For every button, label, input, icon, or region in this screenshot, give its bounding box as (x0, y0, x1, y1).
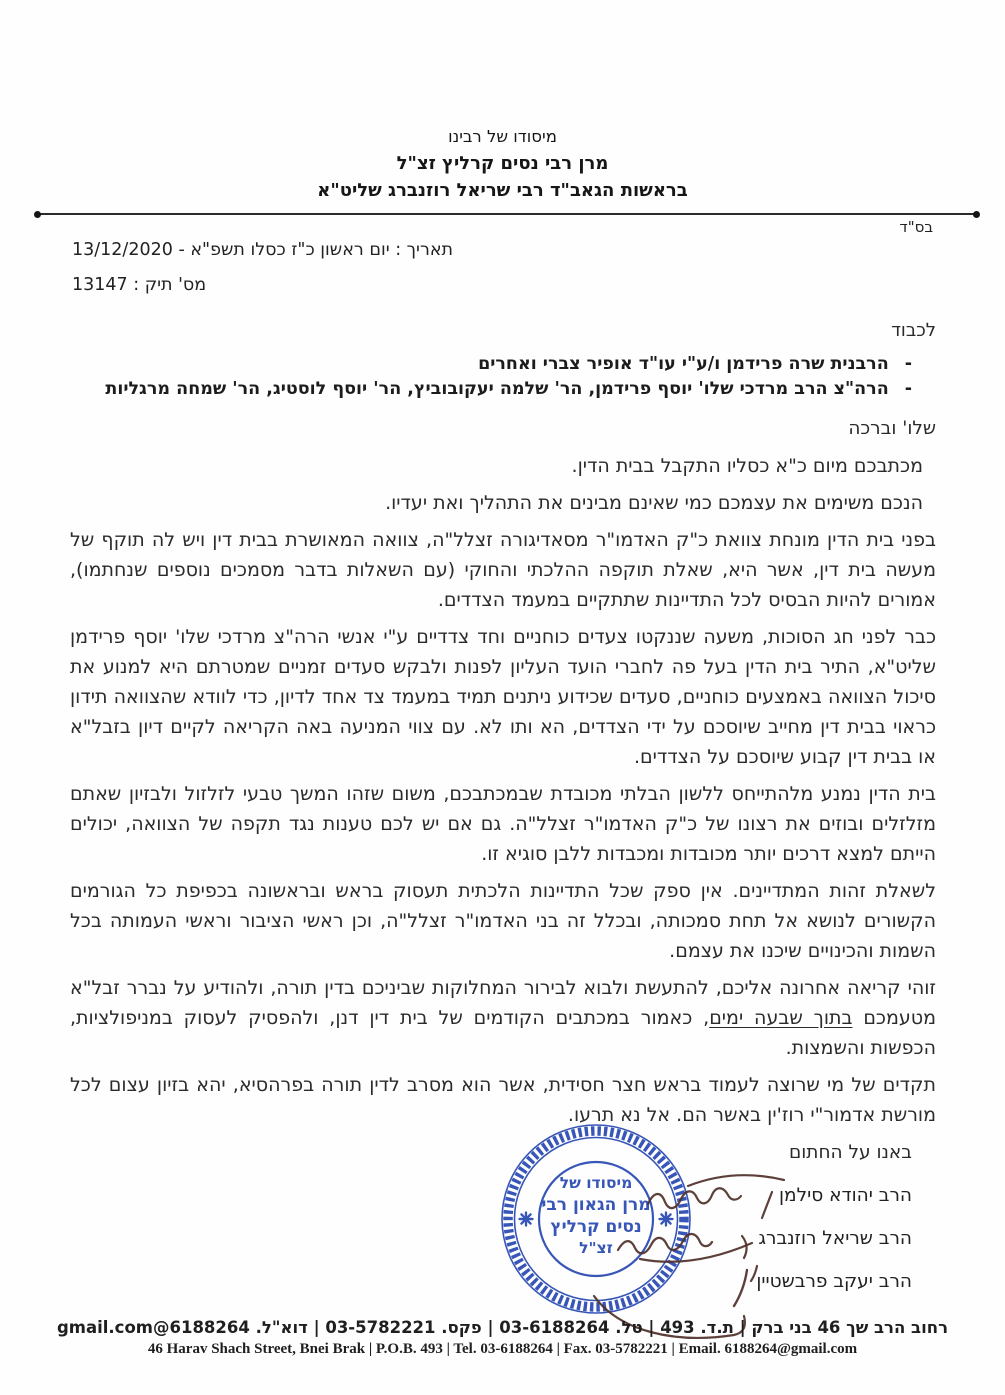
date-line: תאריך : יום ראשון כ"ז כסלו תשפ"א - 13/12/2020 (72, 240, 454, 260)
subtitle-line-1: מיסודו של רבינו (448, 127, 557, 146)
paragraph-7 (70, 973, 936, 1063)
footer (0, 1318, 1005, 1358)
letterhead-subtitles (0, 123, 1005, 204)
subtitle-line-2: מרן רבי נסים קרליץ זצ"ל (396, 153, 609, 174)
to-label: לכבוד (891, 320, 936, 341)
paragraph-8: תקדים של מי שרוצה לעמוד בראש חצר חסידית, אשר הוא מסרב לדין תורה בפרהסיא, יהא בזיון עצום לכל מורשת אדמור"י רוז'ין באשר הם. אל נא תרעו. (70, 1074, 936, 1126)
signer-name-2: הרב שריאל רוזנברג (758, 1228, 912, 1249)
paragraph-6: לשאלת זהות המתדיינים. אין ספק שכל התדיינות הלכתית תעסוק בראש ובראשונה בכפיפת כל הגורמים הקשורים לנושא אל תחת סמכותה, ובכלל זה בני האדמו"ר זצלל"ה, וכן ראשי הציבור וראשי העמותה בכל השמות והכינויים שיכנו את עצמם. (70, 880, 936, 962)
paragraph-7-before: זוהי קריאה אחרונה אליכם, להתעשת ולבוא לבירור המחלוקות שביניכם בדין תורה, ולהודיע על נברר זבל"א מטעמכם (70, 977, 936, 1029)
footer-address-hebrew: רחוב הרב שך 46 בני ברק | ת.ד. 493 | טל. 03-6188264 | פקס. 03-5782221 | דוא"ל. 6188264@gmail.com (56, 1318, 949, 1337)
paragraph-7-after: , כאמור במכתבים הקודמים של בית דין דנן, ולהפסיק לעסוק במניפולציות, הכפשות והשמצות. (70, 1007, 936, 1059)
closing-line: באנו על החתום (788, 1142, 912, 1163)
seal-center-line-4: זצ"ל (579, 1239, 613, 1257)
recipient-row-2 (70, 377, 936, 402)
signer-name-1: הרב יהודא סילמן (779, 1185, 912, 1206)
letterhead-divider (36, 213, 978, 215)
greeting-line: שלו' וברכה (848, 418, 936, 439)
court-seal-stamp (497, 1120, 695, 1318)
paragraph-2: הנכם משימים את עצמכם כמי שאינם מבינים את התהליך ואת יעדיו. (385, 492, 923, 514)
paragraph-3: בפני בית הדין מונחת צוואת כ"ק האדמו"ר מסאדיגורה זצלל"ה, צוואה המאושרת בבית דין ויש לה תוקף של מעשה בית דין, אשר היא, שאלת תוקפה ההלכתי והחוקי (עם השאלות בדבר מסמכים נוספים שנחתמו), אמורים להיות הבסיס לכל התדיינות שתתקיים במעמד הצדדים. (70, 529, 936, 611)
signer-name-3: הרב יעקב פרבשטיין (756, 1271, 912, 1292)
paragraph-4: כבר לפני חג הסוכות, משעה שננקטו צעדים כוחניים וחד צדדיים ע"י אנשי הרה"צ מרדכי שלו' יוסף פרידמן שליט"א, התיר בית הדין בעל פה לחברי הועד העליון לפנות ולבקש סעדים זמניים שמטרתם היא למנוע את סיכול הצוואה באמצעים כוחניים, סעדים שכידוע ניתנים תמיד במעמד צד אחד לדיון, כדי לוודא שהצוואה תידון כראוי בבית דין מחייב שיוסכם על ידי הצדדים, הא ותו לא. עם צווי המניעה באה הקריאה לקיים דיון בזבל"א או בבית דין קבוע שיוסכם על הצדדים. (70, 626, 936, 768)
seal-center-line-2: מרן הגאון רבי (541, 1195, 651, 1215)
seal-center-line-3: נסים קרליץ (550, 1217, 642, 1237)
divider-dot-left (34, 211, 41, 218)
bullet-dash: - (904, 354, 912, 374)
divider-dot-right (973, 211, 980, 218)
file-number-line: מס' תיק : 13147 (72, 275, 207, 295)
footer-address-english: 46 Harav Shach Street, Bnei Brak | P.O.B. 493 | Tel. 03-6188264 | Fax. 03-5782221 | Email. 6188264@gmail.com (147, 1341, 858, 1357)
paragraph-7-underlined-deadline: בתוך שבעה ימים (709, 1007, 853, 1029)
paragraph-1: מכתבכם מיום כ"א כסליו התקבל בבית הדין. (571, 455, 923, 477)
recipient-1: הרבנית שרה פרידמן ו/ע"י עו"ד אופיר צברי ואחרים (478, 354, 889, 374)
recipient-row-1 (70, 352, 936, 377)
letter-meta (72, 240, 532, 295)
bsd-label: בס"ד (899, 218, 933, 236)
subtitle-line-3: בראשות הגאב"ד רבי שריאל רוזנברג שליט"א (317, 180, 688, 201)
bullet-dash: - (904, 379, 912, 399)
recipient-2: הרה"צ הרב מרדכי שלו' יוסף פרידמן, הר' שלמה יעקובוביץ, הר' יוסף לוסטיג, הר' שמחה מרגליות (105, 379, 889, 399)
paragraph-5: בית הדין נמנע מלהתייחס ללשון הבלתי מכובדת שבמכתבכם, משום שזהו המשך טבעי לזלזול ולבזיון שאתם מזלזלים ובוזים את רצונו של כ"ק האדמו"ר זצלל"ה. גם אם יש לכם טענות נגד תקפה של הצוואה, יכולים הייתם למצא דרכים יותר מכובדות ומכבדות ללבן סוגיא זו. (70, 783, 936, 865)
seal-center-line-1: מיסודו של (559, 1174, 633, 1192)
